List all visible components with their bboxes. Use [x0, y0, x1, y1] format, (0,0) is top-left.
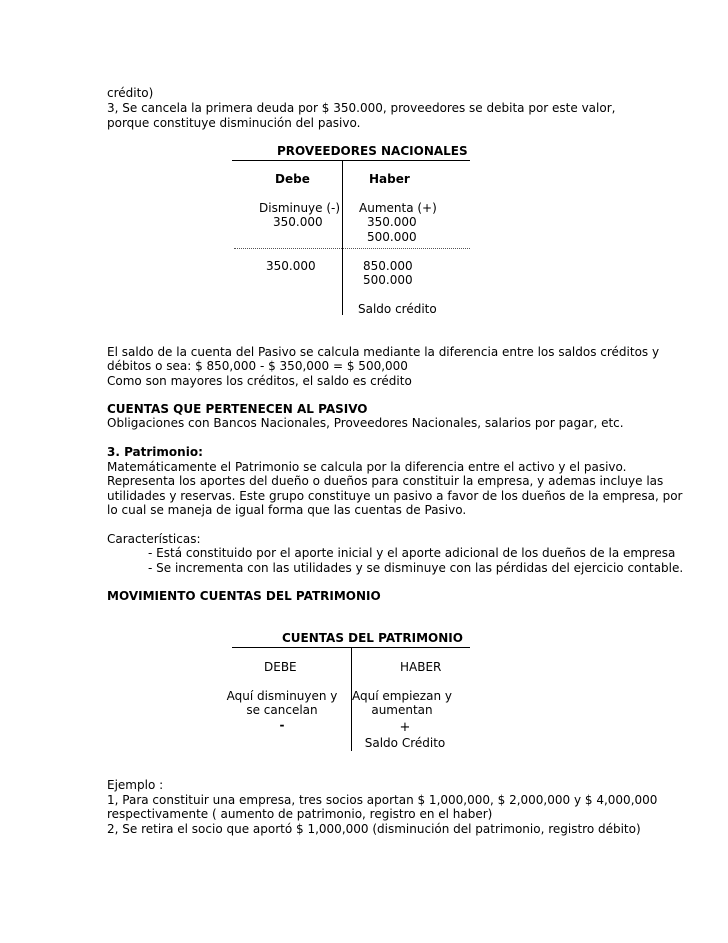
- debe-description: Disminuye (-): [259, 201, 341, 215]
- t-account-top-line: [232, 160, 470, 161]
- caracteristicas-item-2: [148, 561, 683, 576]
- saldo-paragraph-line-3: Como son mayores los créditos, el saldo es crédito: [107, 374, 412, 388]
- patrimonio-heading: 3. Patrimonio:: [107, 445, 203, 459]
- saldo-paragraph-line-1: El saldo de la cuenta del Pasivo se calcula mediante la diferencia entre los saldos créditos y: [107, 345, 660, 359]
- intro-line-2: 3, Se cancela la primera deuda por $ 350.000, proveedores se debita por este valor,: [107, 101, 616, 115]
- t-account-2-title: CUENTAS DEL PATRIMONIO: [282, 631, 463, 645]
- haber-entry-1: 350.000: [367, 215, 417, 229]
- bullet-dash: -: [148, 561, 157, 575]
- saldo-label: Saldo crédito: [358, 302, 437, 316]
- pasivo-text: Obligaciones con Bancos Nacionales, Proveedores Nacionales, salarios por pagar, etc.: [107, 416, 624, 430]
- haber-entry-2: 500.000: [367, 230, 417, 244]
- debe-total: 350.000: [266, 259, 316, 273]
- t-account-divider: [342, 160, 343, 315]
- ejemplo-line-1: 1, Para constituir una empresa, tres socios aportan $ 1,000,000, $ 2,000,000 y $ 4,000,000: [107, 793, 658, 807]
- haber-line-2: aumentan: [371, 703, 433, 717]
- caracteristicas-item-1: [148, 546, 675, 561]
- haber-line-1: Aquí empiezan y: [352, 689, 452, 703]
- patrimonio-line-2: Representa los aportes del dueño o dueños para constituir la empresa, y ademas incluye las: [107, 474, 664, 488]
- patrimonio-line-3: utilidades y reservas. Este grupo constituye un pasivo a favor de los dueños de la empresa, por: [107, 489, 683, 503]
- debe-line-1: Aquí disminuyen y: [226, 689, 338, 703]
- minus-sign: -: [279, 718, 285, 732]
- movimiento-heading: MOVIMIENTO CUENTAS DEL PATRIMONIO: [107, 589, 381, 603]
- debe-header-2: DEBE: [264, 660, 297, 674]
- patrimonio-line-1: Matemáticamente el Patrimonio se calcula por la diferencia entre el activo y el pasivo.: [107, 460, 627, 474]
- sum-dotted-line: [234, 248, 470, 249]
- haber-header: Haber: [369, 172, 410, 186]
- saldo-paragraph-line-2: débitos o sea: $ 850,000 - $ 350,000 = $ 500,000: [107, 359, 408, 373]
- debe-entry: 350.000: [273, 215, 323, 229]
- haber-description: Aumenta (+): [359, 201, 437, 215]
- intro-line-1: crédito): [107, 86, 154, 100]
- caracteristicas-item-2-text: Se incrementa con las utilidades y se disminuye con las pérdidas del ejercicio contable.: [156, 561, 684, 575]
- haber-header-2: HABER: [400, 660, 442, 674]
- pasivo-heading: CUENTAS QUE PERTENECEN AL PASIVO: [107, 402, 368, 416]
- debe-line-2: se cancelan: [246, 703, 318, 717]
- t-account-title: PROVEEDORES NACIONALES: [277, 144, 468, 158]
- bullet-dash: -: [148, 546, 157, 560]
- ejemplo-line-2: respectivamente ( aumento de patrimonio, registro en el haber): [107, 807, 493, 821]
- caracteristicas-item-1-text: Está constituido por el aporte inicial y el aporte adicional de los dueños de la empresa: [156, 546, 676, 560]
- ejemplo-label: Ejemplo :: [107, 778, 164, 792]
- haber-saldo: Saldo Crédito: [364, 736, 446, 750]
- haber-total: 850.000: [363, 259, 413, 273]
- patrimonio-line-4: lo cual se maneja de igual forma que las cuentas de Pasivo.: [107, 503, 467, 517]
- plus-sign: +: [399, 720, 411, 735]
- caracteristicas-label: Características:: [107, 532, 201, 546]
- intro-line-3: porque constituye disminución del pasivo.: [107, 116, 361, 130]
- ejemplo-line-3: 2, Se retira el socio que aportó $ 1,000,000 (disminución del patrimonio, registro débito): [107, 822, 641, 836]
- haber-balance: 500.000: [363, 273, 413, 287]
- debe-header: Debe: [275, 172, 310, 186]
